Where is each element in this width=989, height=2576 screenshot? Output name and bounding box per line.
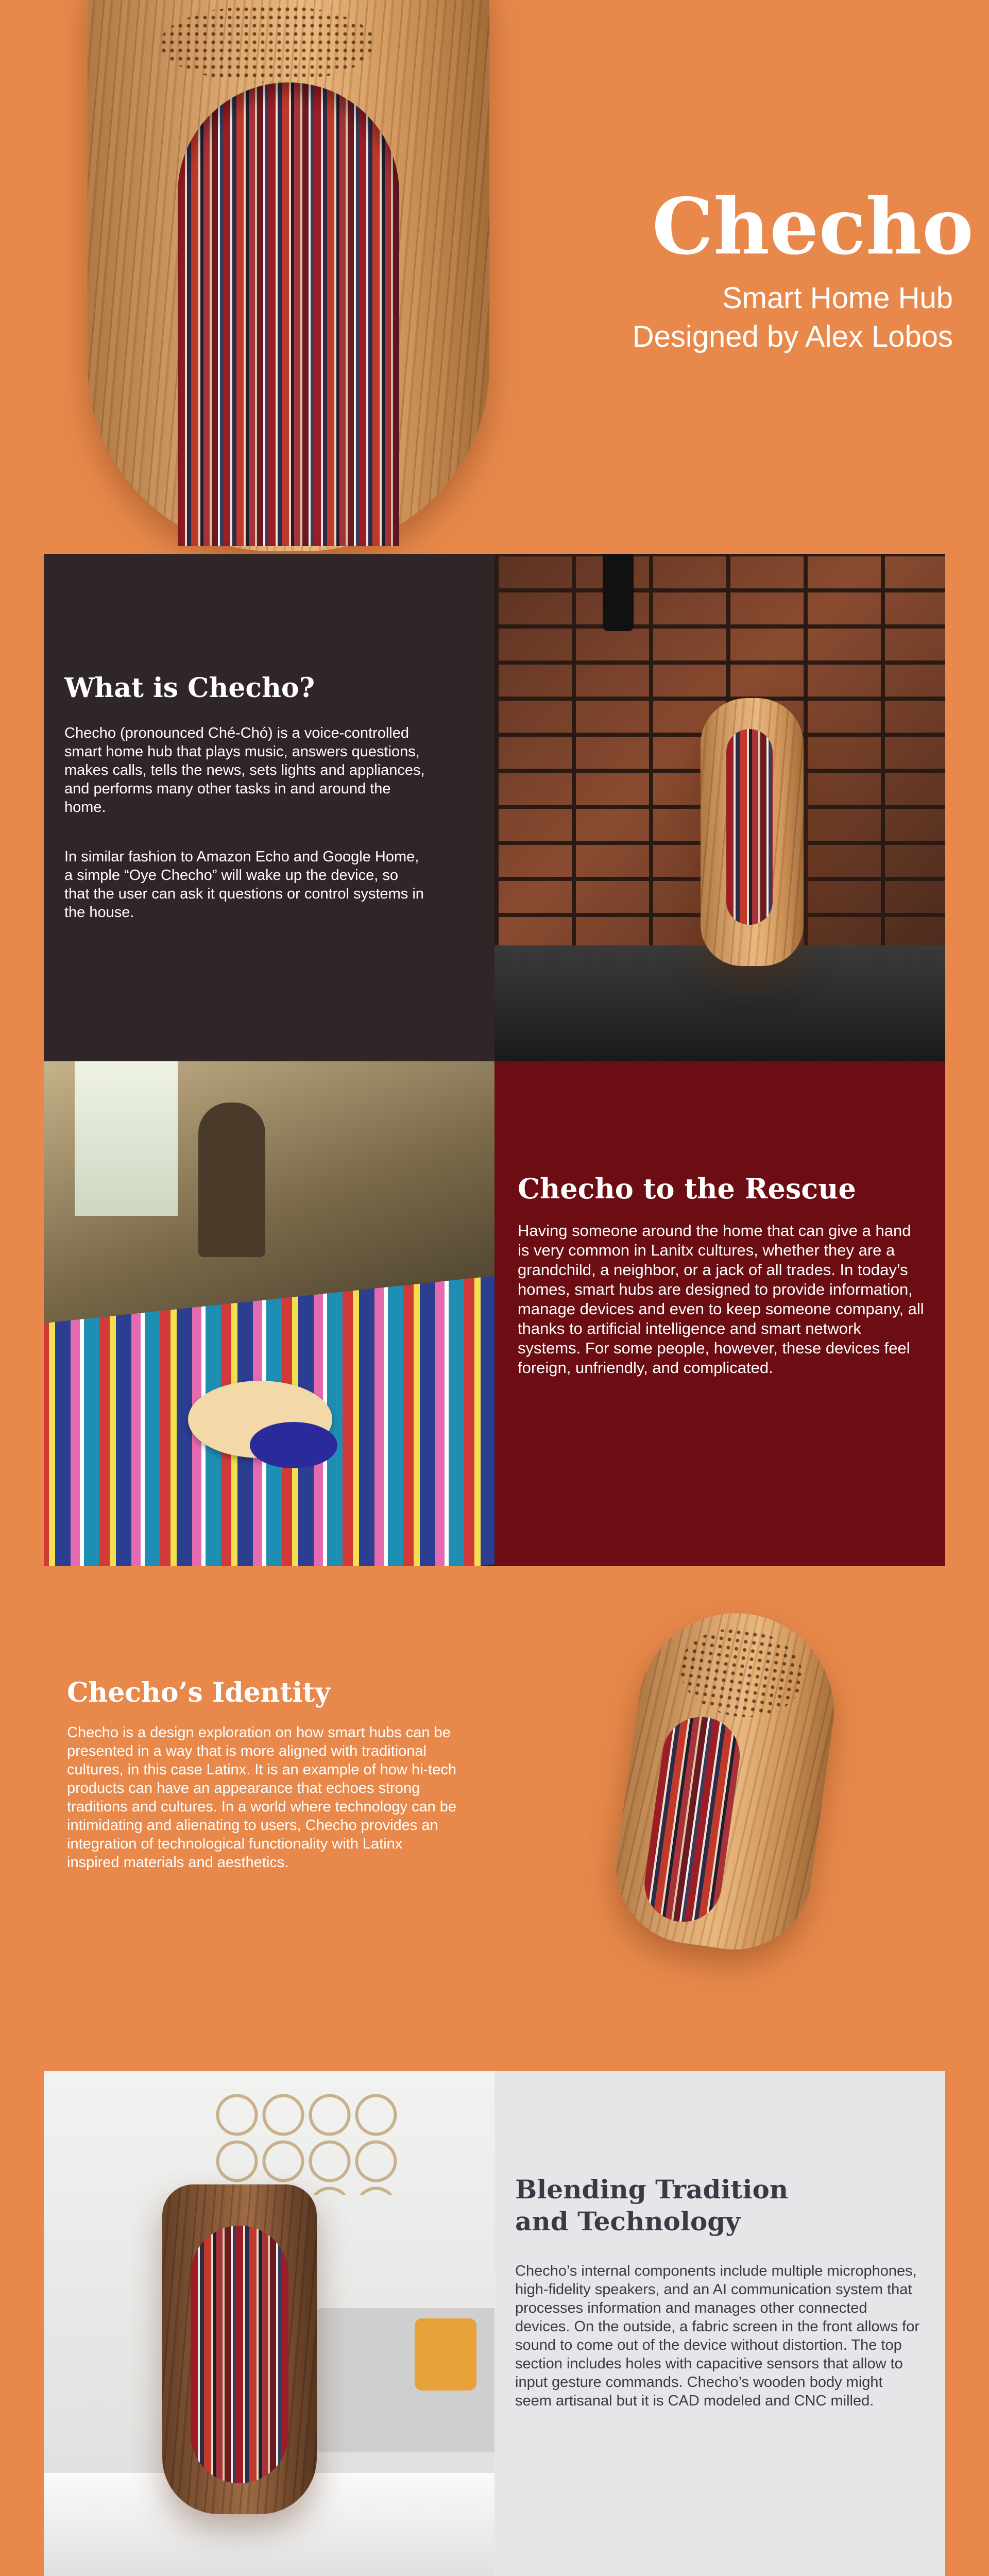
control-holes (160, 5, 376, 82)
identity-paragraph: Checho is a design exploration on how smart hubs can be presented in a way that is more aligned with traditional cultures, in this case Latinx. It is an example of how hi-tech products can have an appearance that echoes strong traditions and cultures. In a world where technology can be intimidating and alienating to users, Checho provides an integration of technological functionality with Latinx inspired materials and aesthetics. (67, 1724, 457, 1871)
hero-title: Checho (652, 181, 974, 272)
product-dark-wood (162, 2184, 317, 2514)
identity-product-image (606, 1601, 847, 1960)
person-figure (198, 1103, 265, 1257)
blending-section (44, 2071, 945, 2576)
window-light (75, 1061, 178, 1216)
what-is-text-panel (44, 554, 494, 1061)
blending-paragraph: Checho’s internal components include multiple microphones, high-fidelity speakers, and an AI communication system that processes information and manages other connected devices. On the outside, a fabric screen in the front allows for sound to come out of the device without distortion. The top section includes holes with capacitive sensors that allow to input gesture commands. Checho’s wooden body might seem artisanal but it is CAD modeled and CNC milled. (515, 2263, 920, 2409)
hero-subtitle: Smart Home Hub (722, 281, 953, 315)
blending-heading-line-1: Blending Tradition (515, 2174, 789, 2205)
what-is-section (44, 554, 945, 1061)
what-is-paragraph-1: Checho (pronounced Ché-Chó) is a voice-controlled smart home hub that plays music, answers questions, makes calls, tells the news, sets lights and appliances, and performs many other tasks in and around the home. (64, 725, 425, 816)
rescue-section (44, 1061, 945, 1566)
table-surface (494, 945, 945, 1061)
what-is-heading: What is Checho? (64, 672, 315, 704)
living-room-photo (44, 2071, 494, 2576)
rescue-heading: Checho to the Rescue (518, 1172, 856, 1205)
product-on-table (701, 698, 804, 966)
hero-byline: Designed by Alex Lobos (632, 320, 953, 353)
cushion (415, 2318, 476, 2391)
fabric-screen-dark (191, 2226, 288, 2483)
rescue-paragraph: Having someone around the home that can give a hand is very common in Lanitx cultures, whether they are a grandchild, a neighbor, or a jack of all trades. In today’s homes, smart hubs are designed to provide information, manage devices and even to keep someone company, all thanks to artificial intelligence and smart network systems. For some people, however, these devices feel foreign, unfriendly, and complicated. (518, 1222, 924, 1377)
fabric-screen-identity (640, 1712, 745, 1927)
wall-mirrors (214, 2092, 399, 2195)
bowl (250, 1422, 337, 1468)
control-holes-identity (674, 1621, 809, 1725)
rescue-text-panel (494, 1061, 945, 1566)
kitchen-table-photo (44, 1061, 494, 1566)
hero-product-image (88, 0, 489, 551)
pendant-lamp (603, 554, 634, 631)
brick-wall-photo (494, 554, 945, 1061)
identity-section (0, 1566, 989, 2071)
fabric-screen-small (726, 729, 773, 925)
identity-heading: Checho’s Identity (67, 1677, 331, 1708)
blending-heading-line-2: and Technology (515, 2206, 741, 2236)
what-is-paragraph-2: In similar fashion to Amazon Echo and Google Home, a simple “Oye Checho” will wake up the device, so that the user can ask it questions or control systems in the house. (64, 849, 424, 921)
fabric-screen (178, 82, 399, 546)
hero-section (0, 0, 989, 556)
